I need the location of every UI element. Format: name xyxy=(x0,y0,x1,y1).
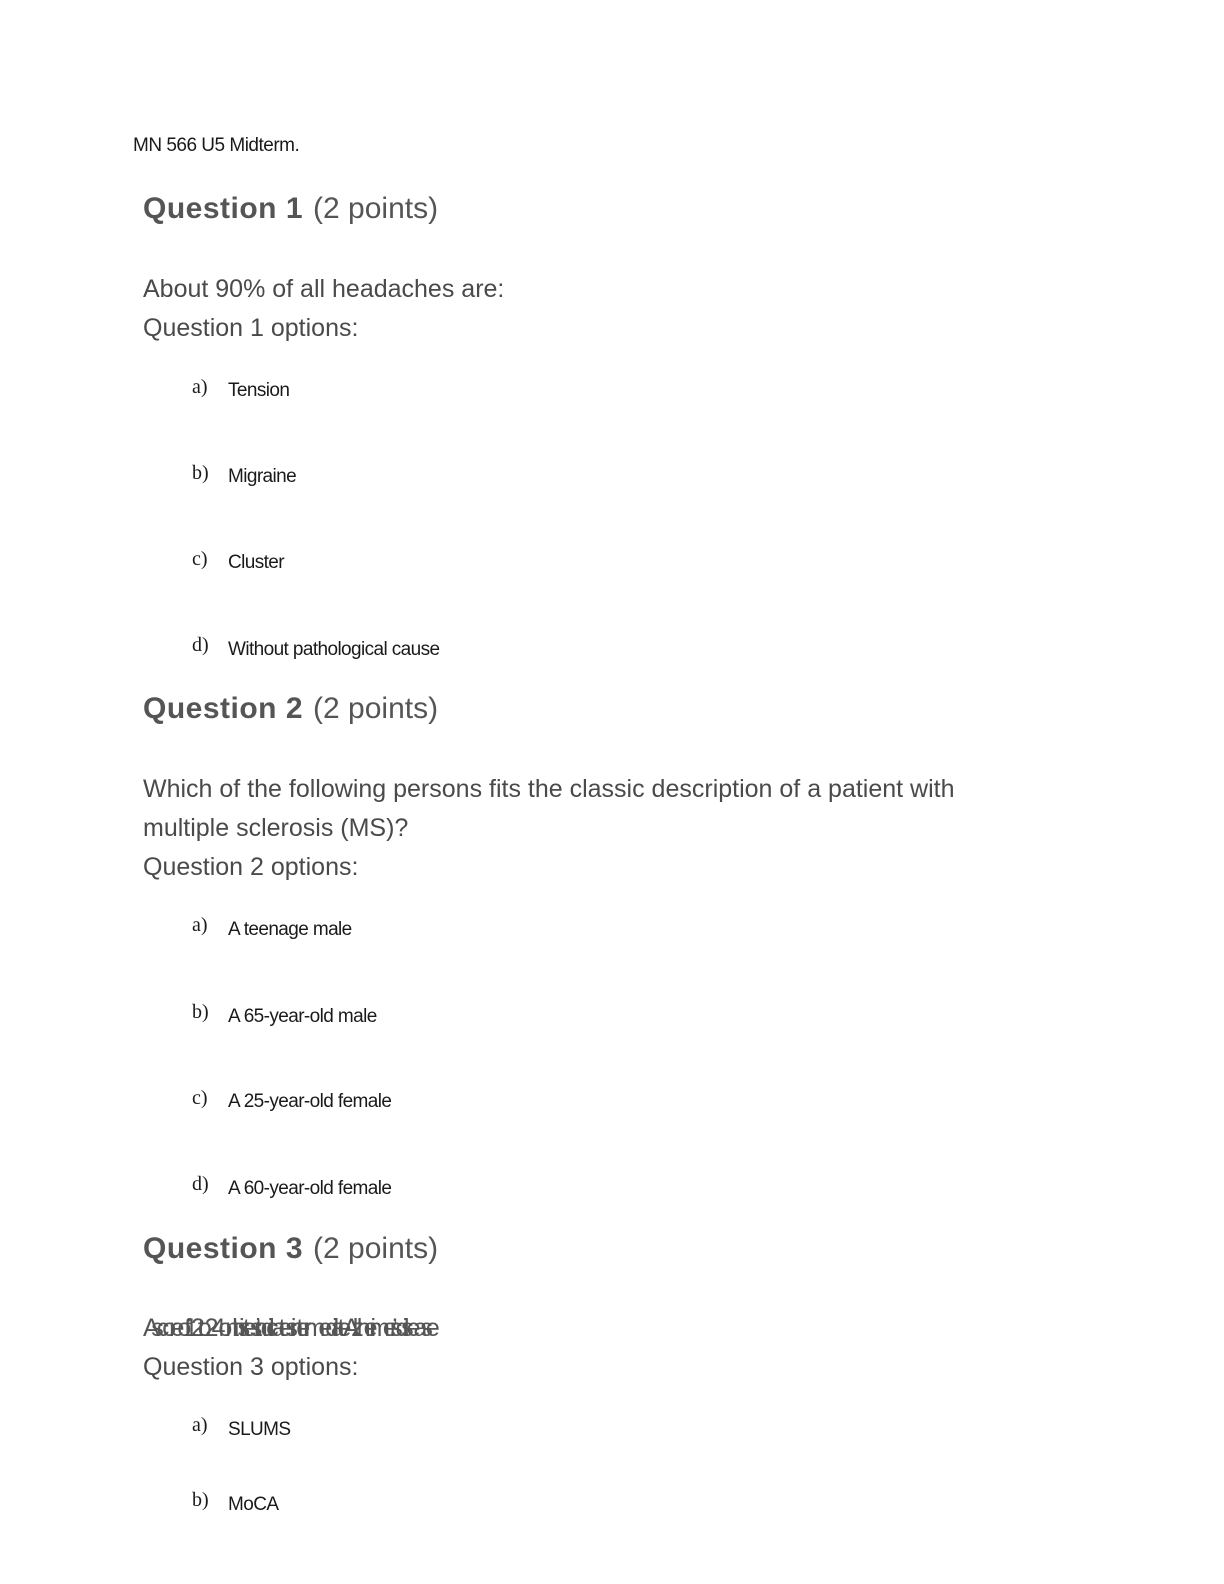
question-2-heading xyxy=(143,692,438,726)
question-1-label: Question 1 xyxy=(143,192,304,225)
question-3-option-b-text[interactable]: MoCA xyxy=(228,1494,279,1515)
question-2-option-b-letter: b) xyxy=(192,1001,209,1023)
question-3-options-label: Question 3 options: xyxy=(143,1353,359,1381)
question-1-option-b-letter: b) xyxy=(192,462,209,484)
question-1-points: (2 points) xyxy=(313,192,439,225)
question-2-option-d-letter: d) xyxy=(192,1173,209,1195)
question-1-option-c-letter: c) xyxy=(192,548,208,570)
question-1-option-d-text[interactable]: Without pathological cause xyxy=(228,639,440,660)
question-3-option-a-text[interactable]: SLUMS xyxy=(228,1419,291,1440)
question-1-option-c-text[interactable]: Cluster xyxy=(228,552,284,573)
question-2-points: (2 points) xyxy=(313,692,439,725)
question-1-option-a-text[interactable]: Tension xyxy=(228,380,290,401)
question-3-heading xyxy=(143,1232,438,1266)
document-title: MN 566 U5 Midterm. xyxy=(133,135,300,156)
question-1-prompt: About 90% of all headaches are: xyxy=(143,275,505,303)
question-3-label: Question 3 xyxy=(143,1232,304,1265)
question-2-option-c-letter: c) xyxy=(192,1087,208,1109)
question-2-options-label: Question 2 options: xyxy=(143,853,359,881)
question-2-option-c-text[interactable]: A 25-year-old female xyxy=(228,1091,392,1112)
question-3-option-b-letter: b) xyxy=(192,1489,209,1511)
question-3-points: (2 points) xyxy=(313,1232,439,1265)
question-3-option-a-letter: a) xyxy=(192,1414,208,1436)
question-2-label: Question 2 xyxy=(143,692,304,725)
question-1-options-label: Question 1 options: xyxy=(143,314,359,342)
question-1-option-b-text[interactable]: Migraine xyxy=(228,466,297,487)
question-2-prompt: Which of the following persons fits the classic description of a patient with multiple sclerosis (MS)? xyxy=(143,775,955,842)
question-2-option-a-letter: a) xyxy=(192,914,208,936)
question-3-prompt: A score of 12 to 24 on this test indicates intermediate Alzheimer’s disease xyxy=(143,1314,433,1342)
question-1-heading xyxy=(143,192,438,226)
question-1-option-a-letter: a) xyxy=(192,376,208,398)
question-1-option-d-letter: d) xyxy=(192,634,209,656)
question-2-option-d-text[interactable]: A 60-year-old female xyxy=(228,1178,392,1199)
question-2-option-a-text[interactable]: A teenage male xyxy=(228,919,352,940)
question-2-option-b-text[interactable]: A 65-year-old male xyxy=(228,1006,377,1027)
